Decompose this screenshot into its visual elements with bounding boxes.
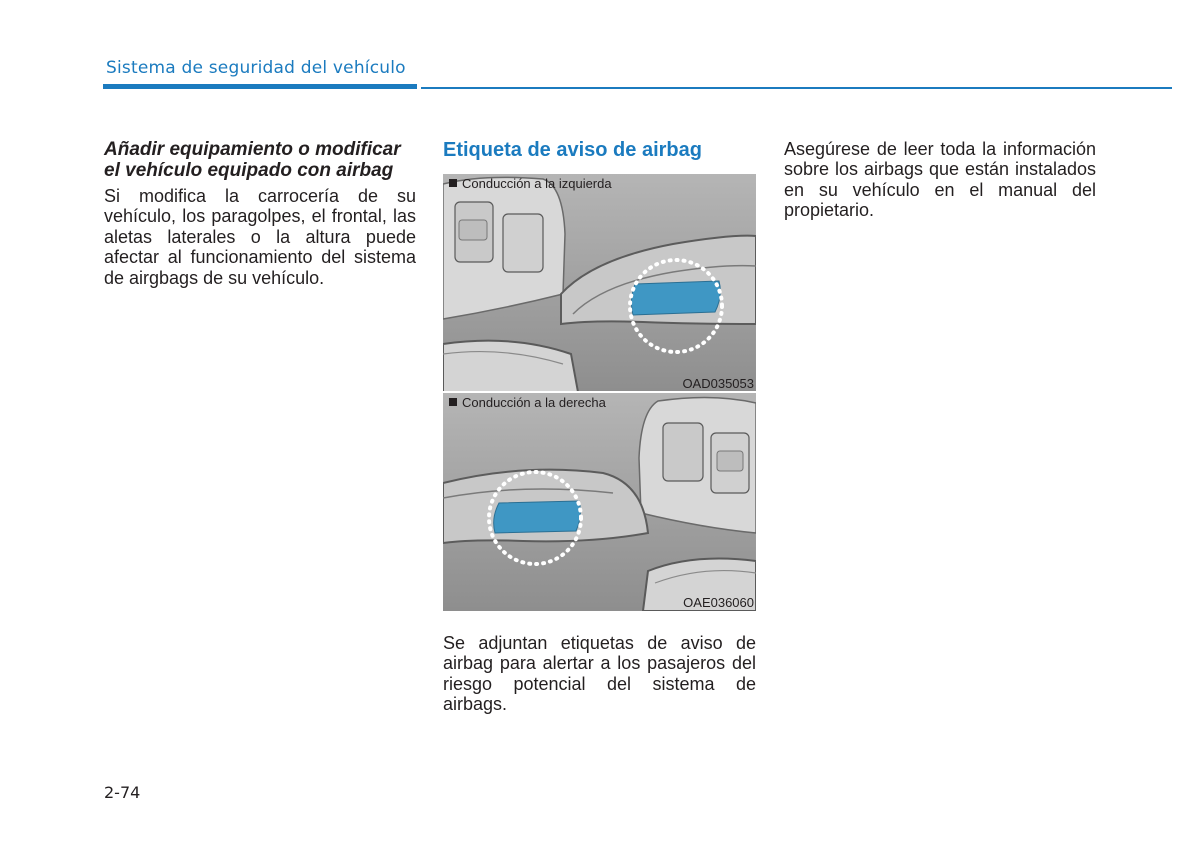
figure-right-hand-drive (443, 393, 756, 611)
figure-left-hand-drive (443, 174, 756, 392)
right-hand-drive-illustration (443, 393, 756, 611)
figure-caption-text: Conducción a la izquierda (462, 176, 612, 191)
caption-square-icon (449, 179, 457, 187)
middle-column-body (443, 633, 756, 715)
modification-heading: Añadir equipamiento o modificar el vehículo equipado con airbag (104, 139, 401, 181)
read-manual-paragraph: Asegúrese de leer toda la información sobre los airbags que están instalados en su vehículo en el manual del propietario. (784, 139, 1096, 221)
right-column (784, 139, 1096, 221)
page-number: 2-74 (104, 783, 141, 802)
figure-caption-text: Conducción a la derecha (462, 395, 606, 410)
modification-paragraph: Si modifica la carrocería de su vehículo, los paragolpes, el frontal, las aletas laterales o la altura puede afectar al funcionamiento del sistema de airgbags de su vehículo. (104, 186, 416, 288)
airbag-label-paragraph: Se adjuntan etiquetas de aviso de airbag para alertar a los pasajeros del riesgo potencial del sistema de airbags. (443, 633, 756, 715)
header-rule-thick (103, 84, 417, 89)
header-rule-thin (421, 87, 1172, 89)
caption-square-icon (449, 398, 457, 406)
figure-code-left: OAD035053 (682, 376, 754, 391)
left-column (104, 139, 416, 288)
figure-caption-left (449, 176, 612, 191)
figure-caption-right (449, 395, 606, 410)
left-hand-drive-illustration (443, 174, 756, 392)
middle-column-heading-block (443, 138, 756, 162)
airbag-label-heading: Etiqueta de aviso de airbag (443, 139, 702, 161)
section-header-title: Sistema de seguridad del vehículo (106, 58, 406, 78)
figure-code-right: OAE036060 (683, 595, 754, 610)
